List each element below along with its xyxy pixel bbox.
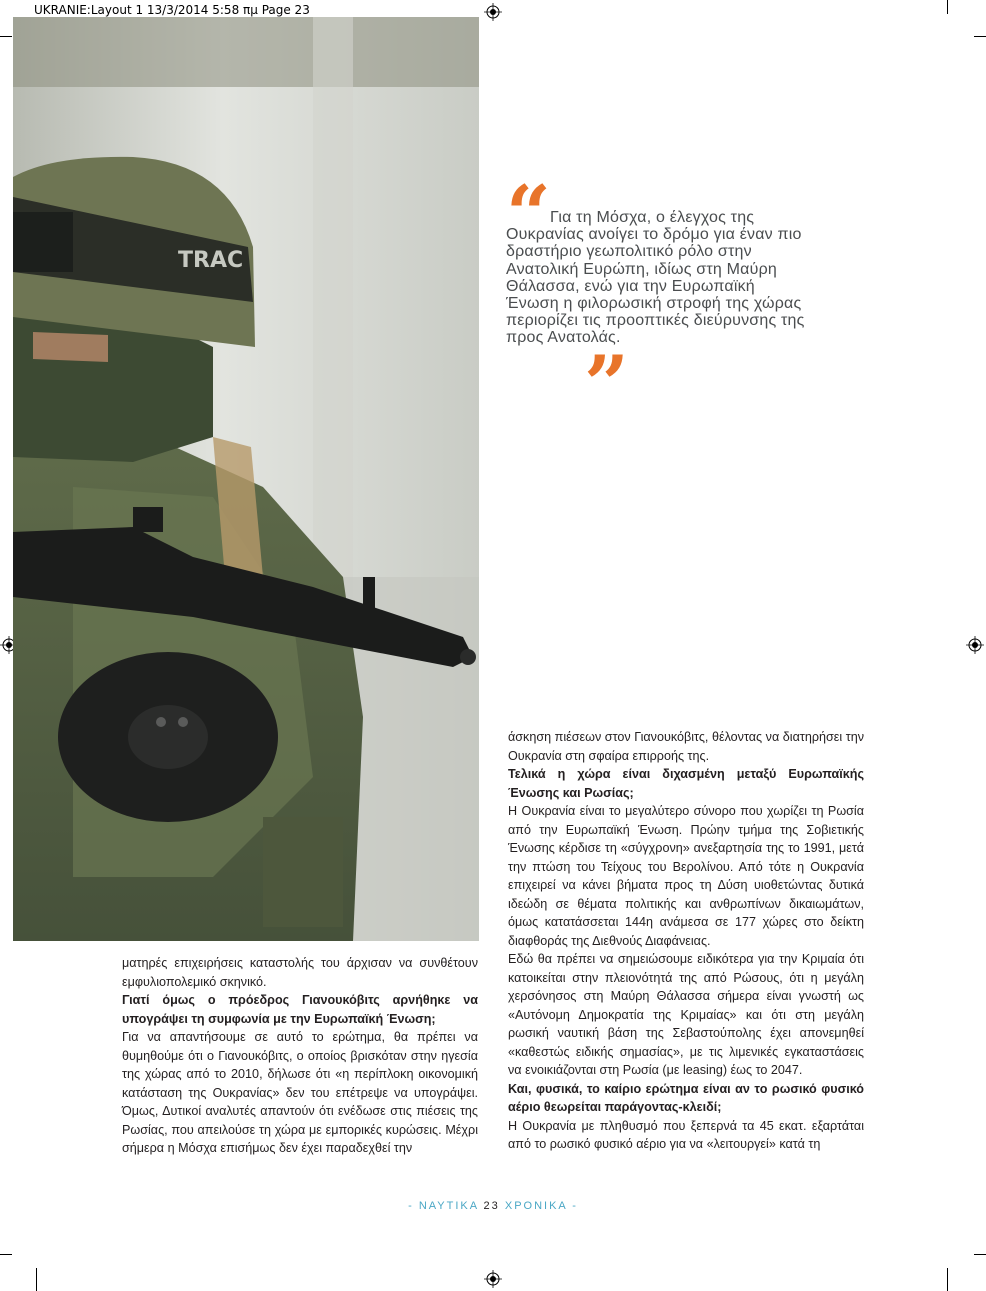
crop-mark [0,36,12,37]
crop-mark [974,1254,986,1255]
question-heading: Τελικά η χώρα είναι διχασμένη μεταξύ Ευρωπαϊκής Ένωσης και Ρωσίας; [508,767,864,800]
crop-mark [36,1268,37,1291]
soldier-photo [13,17,479,941]
open-quote-mark: “ [506,169,551,260]
close-quote-mark: ” [584,339,629,430]
crop-mark [0,1254,12,1255]
pull-quote-text: Για τη Μόσχα, ο έλεγχος της Ουκρανίας ανοίγει το δρόμο για έναν πιο δραστήριο γεωπολιτικό ρόλο στην Ανατολική Ευρώπη, ιδίως στη Μαύρη Θάλασσα, ενώ για την Ευρωπαϊκή Ένωση η φιλορωσική στροφή της χώρας περιορίζει τις προοπτικές διεύρυνσης της προς Ανατολάς. [506,209,805,347]
paragraph: Η Ουκρανία με πληθυσμό που ξεπερνά τα 45 εκατ. εξαρτάται από το ρωσικό φυσικό αέριο για να «λειτουργεί» κατά τη [508,1118,864,1151]
crop-mark [947,1268,948,1291]
registration-mark-icon [484,3,502,21]
print-slug: UKRANIE:Layout 1 13/3/2014 5:58 πμ Page 23 [34,3,310,17]
paragraph: Εδώ θα πρέπει να σημειώσουμε ειδικότερα για την Κριμαία ότι κατοικείται στην πλειονότητά της από Ρώσους, ότι η μεγάλη χερσόνησος στη Μαύρη Θάλασσα σήμερα είναι γνωστή ως «Αυτόνομη Δημοκρατία της Κριμαίας» και ότι στη μεγάλη ρωσική ναυτική βάση της Σεβαστούπολης έχει απονεμηθεί «καθεστώς ειδικής σημασίας», με τις λιμενικές εγκαταστάσεις να ενοικιάζονται στη Ρωσία (με leasing) έως το 2047. [508,952,864,1077]
question-heading: Και, φυσικά, το καίριο ερώτημα είναι αν το ρωσικό φυσικό αέριο θεωρείται παράγοντας-κλειδί; [508,1081,864,1114]
question-heading: Γιατί όμως ο πρόεδρος Γιανουκόβιτς αρνήθηκε να υπογράψει τη συμφωνία με την Ευρωπαϊκή Ένωση; [122,993,478,1026]
crop-mark [947,0,948,14]
crop-mark [974,36,986,37]
page-number: 23 [483,1200,500,1212]
article-column-left [122,954,478,1158]
footer-left-text: - ΝΑΥΤΙΚΑ [408,1200,484,1212]
paragraph: Η Ουκρανία είναι το μεγαλύτερο σύνορο που χωρίζει τη Ρωσία από την Ευρωπαϊκή Ένωση. Πρώην τμήμα της Σοβιετικής Ένωσης κέρδισε τη «σύγχρονη» ανεξαρτησία της το 1991, μετά την πτώση του Τείχους του Βερολίνου. Από τότε η Ουκρανία επιχειρεί να κάνει βήματα προς τη Δύση υιοθετώντας δυτικά ιδεώδη σε θέματα πολιτικής και ανθρωπίνων δικαιωμάτων, όμως κατατάσσεται 144η ανάμεσα σε 177 χώρες στο δείκτη διαφθοράς της Διεθνούς Διαφάνειας. [508,804,864,948]
registration-mark-icon [966,636,984,654]
paragraph: ματηρές επιχειρήσεις καταστολής του άρχισαν να συνθέτουν εμφυλιοπολεμικό σκηνικό. [122,956,478,989]
page-footer [0,1200,986,1212]
helmet-text: TRAC [178,248,244,273]
footer-right-text: ΧΡΟΝΙΚΑ - [499,1200,578,1212]
registration-mark-icon [484,1270,502,1288]
paragraph: άσκηση πιέσεων στον Γιανουκόβιτς, θέλοντας να διατηρήσει την Ουκρανία στη σφαίρα επιρροής της. [508,730,864,763]
article-column-right [508,728,864,1154]
paragraph: Για να απαντήσουμε σε αυτό το ερώτημα, θα πρέπει να θυμηθούμε ότι ο Γιανουκόβιτς, ο οποίος βρισκόταν στην ηγεσία της χώρας από το 2010, δήλωσε ότι «η περίπλοκη οικονομική κατάσταση της Ουκρανίας» δεν του επέτρεψε να υπογράψει. Όμως, Δυτικοί αναλυτές απαντούν ότι ενέδωσε στις πιέσεις της Ρωσίας, που απειλούσε τη χώρα με εμπορικές κυρώσεις. Μέχρι σήμερα η Μόσχα επισήμως δεν έχει παραδεχθεί την [122,1030,478,1155]
